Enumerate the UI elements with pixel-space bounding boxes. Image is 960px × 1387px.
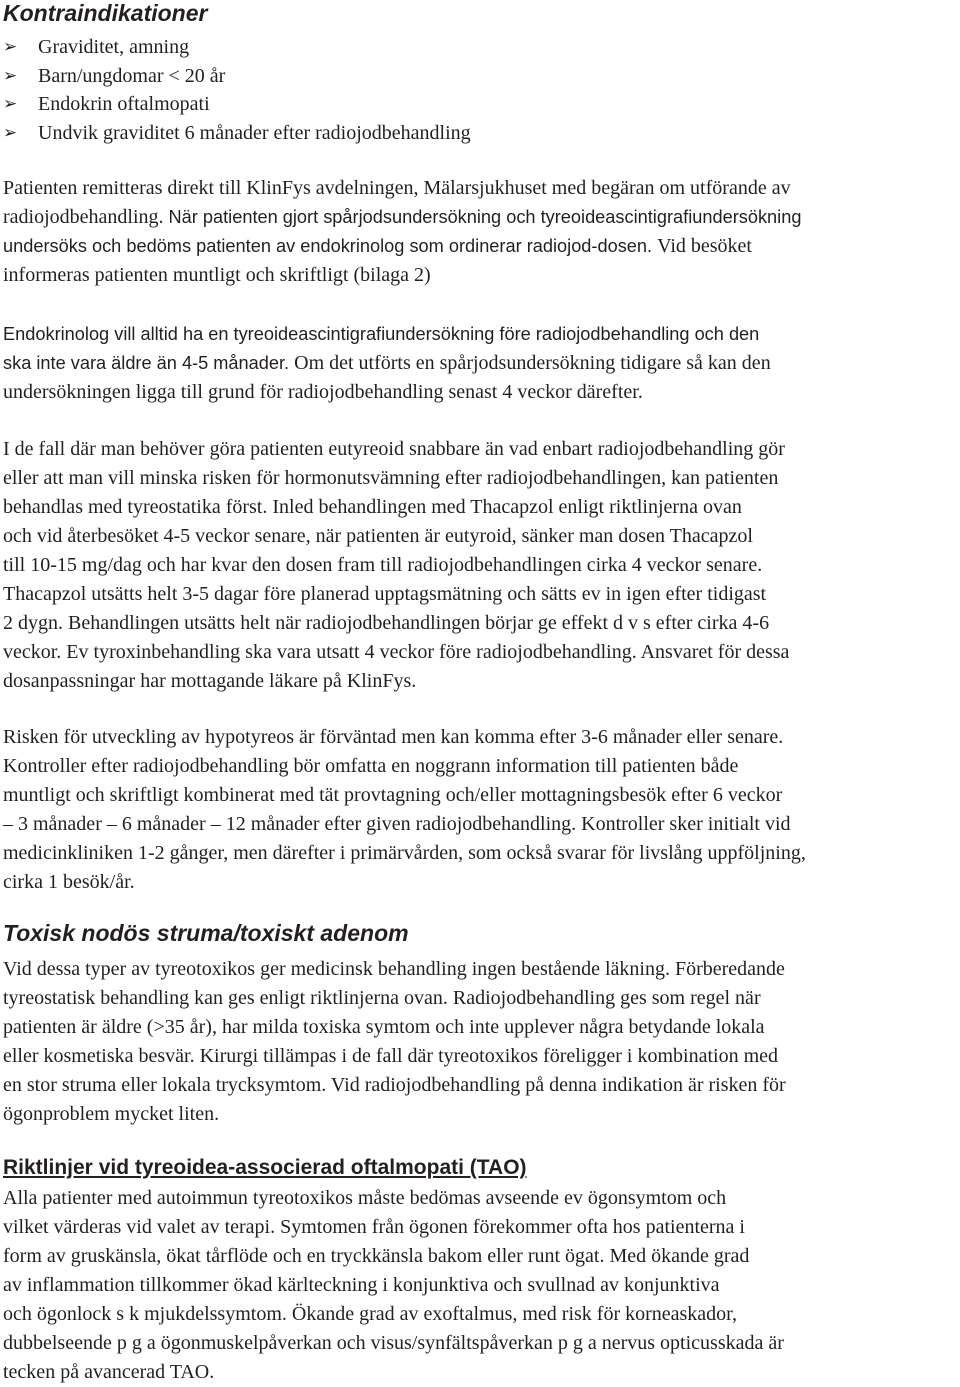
heading-toxisk-nodos-struma: Toxisk nodös struma/toxiskt adenom (3, 920, 409, 946)
document-page: Kontraindikationer ➢ Graviditet, amning ➢ Barn/ungdomar < 20 år ➢ Endokrin oftalmopati ➢ Undvik graviditet 6 månader efter radiojodbehandling Patienten remitteras direkt till KlinFys avdelningen, Mälarsjukhuset med begäran om utförande av radiojodbehandling. När patienten gjort spårjodsundersökning och tyreoideascintigrafiundersökning undersöks och bedöms patienten av endokrinolog som ordinerar radiojod-dosen. Vid besöket informeras patienten muntligt och skriftligt (bilaga 2) Endokrinolog vill alltid ha en tyreoideascintigrafiundersökning före radiojodbehandling och den ska inte vara äldre än 4-5 månader. Om det utförts en spårjodsundersökning tidigare så kan den undersökningen ligga till grund för radiojodbehandling senast 4 veckor därefter. I de fall där man behöver göra patienten eutyreoid snabbare än vad enbart radiojodbehandling gör eller att man vill minska risken för hormonutsvämning efter radiojodbehandlingen, kan patienten behandlas med tyreostatika först. Inled behandlingen med Thacapzol enligt riktlinjerna ovan och vid återbesöket 4-5 veckor senare, när patienten är eutyroid, sänker man dosen Thacapzol till 10-15 mg/dag och har kvar den dosen fram till radiojodbehandlingen cirka 4 veckor senare. Thacapzol utsätts helt 3-5 dagar före planerad upptagsmätning och sätts ev in igen efter tidigast 2 dygn. Behandlingen utsätts helt när radiojodbehandlingen börjar ge effekt d v s efter cirka 4-6 veckor. Ev tyroxinbehandling ska vara utsatt 4 veckor före radiojodbehandling. Ansvaret för dessa dosanpassningar har mottagande läkare på KlinFys. Risken för utveckling av hypotyreos är förväntad men kan komma efter 3-6 månader eller senare. Kontroller efter radiojodbehandling bör omfatta en noggrann information till patienten både muntligt och skriftligt kombinerat med tät provtagning och/eller mottagningsbesök efter 6 veckor – 3 månader – 6 månader – 12 månader efter given radiojodbehandling. Kontroller sker initialt vid medicinkliniken 1-2 gånger, men därefter i primärvården, som också svarar för livslång uppföljning, cirka 1 besök/år. Toxisk nodös struma/toxiskt adenom Vid dessa typer av tyreotoxikos ger medicinsk behandling ingen bestående läkning. Förberedande tyreostatisk behandling kan ges enligt riktlinjerna ovan. Radiojodbehandling ges som regel när patienten är äldre (>35 år), har milda toxiska symtom och inte upplever några betydande lokala eller kosmetiska besvär. Kirurgi tillämpas i de fall där tyreotoxikos föreligger i kombination med en stor struma eller lokala trycksymtom. Vid radiojodbehandling på denna indikation är risken för ögonproblem mycket liten. Riktlinjer vid tyreoidea-associerad oftalmopati (TAO) Alla patienter med autoimmun tyreotoxikos måste bedömas avseende ev ögonsymtom och vilket värderas vid valet av terapi. Symtomen från ögonen förekommer ofta hos patienterna i form av gruskänsla, ökat tårflöde och en tryckkänsla bakom eller runt ögat. Med ökande grad av inflammation tillkommer ökad kärlteckning i konjunktiva och svullnad av konjunktiva och ögonlock s k mjukdelssymtom. Ökande grad av exoftalmus, med risk för korneaskador, dubbelseende p g a ögonmuskelpåverkan och visus/synfältspåverkan p g a nervus opticusskada är tecken på avancerad TAO. (0, 0, 960, 1385)
heading-tao-guidelines: Riktlinjer vid tyreoidea-associerad oftalmopati (TAO) (3, 1156, 527, 1179)
paragraph-referral: Patienten remitteras direkt till KlinFys avdelningen, Mälarsjukhuset med begäran om utförande av radiojodbehandling. När patienten gjort spårjodsundersökning och tyreoideascintigrafiundersökning undersöks och bedöms patienten av endokrinolog som ordinerar radiojod-dosen. Vid besöket informeras patienten muntligt och skriftligt (bilaga 2) (3, 177, 802, 286)
arrow-bullet-icon: ➢ (3, 122, 18, 143)
arrow-bullet-icon: ➢ (3, 65, 18, 86)
heading-kontraindikationer: Kontraindikationer (3, 0, 208, 26)
paragraph-scintigraphy: Endokrinolog vill alltid ha en tyreoideascintigrafiundersökning före radiojodbehandling och den ska inte vara äldre än 4-5 månader. Om det utförts en spårjodsundersökning tidigare så kan den undersökningen ligga till grund för radiojodbehandling senast 4 veckor därefter. (3, 324, 771, 403)
paragraph-pretreatment: I de fall där man behöver göra patienten eutyreoid snabbare än vad enbart radiojodbehandling gör eller att man vill minska risken för hormonutsvämning efter radiojodbehandlingen, kan patienten behandlas med tyreostatika först. Inled behandlingen med Thacapzol enligt riktlinjerna ovan och vid återbesöket 4-5 veckor senare, när patienten är eutyroid, sänker man dosen Thacapzol till 10-15 mg/dag och har kvar den dosen fram till radiojodbehandlingen cirka 4 veckor senare. Thacapzol utsätts helt 3-5 dagar före planerad upptagsmätning och sätts ev in igen efter tidigast 2 dygn. Behandlingen utsätts helt när radiojodbehandlingen börjar ge effekt d v s efter cirka 4-6 veckor. Ev tyroxinbehandling ska vara utsatt 4 veckor före radiojodbehandling. Ansvaret för dessa dosanpassningar har mottagande läkare på KlinFys. (3, 438, 790, 692)
paragraph-tao: Alla patienter med autoimmun tyreotoxikos måste bedömas avseende ev ögonsymtom och vilket värderas vid valet av terapi. Symtomen från ögonen förekommer ofta hos patienterna i form av gruskänsla, ökat tårflöde och en tryckkänsla bakom eller runt ögat. Med ökande grad av inflammation tillkommer ökad kärlteckning i konjunktiva och svullnad av konjunktiva och ögonlock s k mjukdelssymtom. Ökande grad av exoftalmus, med risk för korneaskador, dubbelseende p g a ögonmuskelpåverkan och visus/synfältspåverkan p g a nervus opticusskada är tecken på avancerad TAO. (3, 1187, 784, 1383)
paragraph-toxic-nodular: Vid dessa typer av tyreotoxikos ger medicinsk behandling ingen bestående läkning. Förberedande tyreostatisk behandling kan ges enligt riktlinjerna ovan. Radiojodbehandling ges som regel när patienten är äldre (>35 år), har milda toxiska symtom och inte upplever några betydande lokala eller kosmetiska besvär. Kirurgi tillämpas i de fall där tyreotoxikos föreligger i kombination med en stor struma eller lokala trycksymtom. Vid radiojodbehandling på denna indikation är risken för ögonproblem mycket liten. (3, 958, 786, 1125)
arrow-bullet-icon: ➢ (3, 94, 18, 115)
paragraph-followup: Risken för utveckling av hypotyreos är förväntad men kan komma efter 3-6 månader eller senare. Kontroller efter radiojodbehandling bör omfatta en noggrann information till patienten både muntligt och skriftligt kombinerat med tät provtagning och/eller mottagningsbesök efter 6 veckor – 3 månader – 6 månader – 12 månader efter given radiojodbehandling. Kontroller sker initialt vid medicinkliniken 1-2 gånger, men därefter i primärvården, som också svarar för livslång uppföljning, cirka 1 besök/år. (3, 726, 806, 893)
arrow-bullet-icon: ➢ (3, 37, 18, 57)
